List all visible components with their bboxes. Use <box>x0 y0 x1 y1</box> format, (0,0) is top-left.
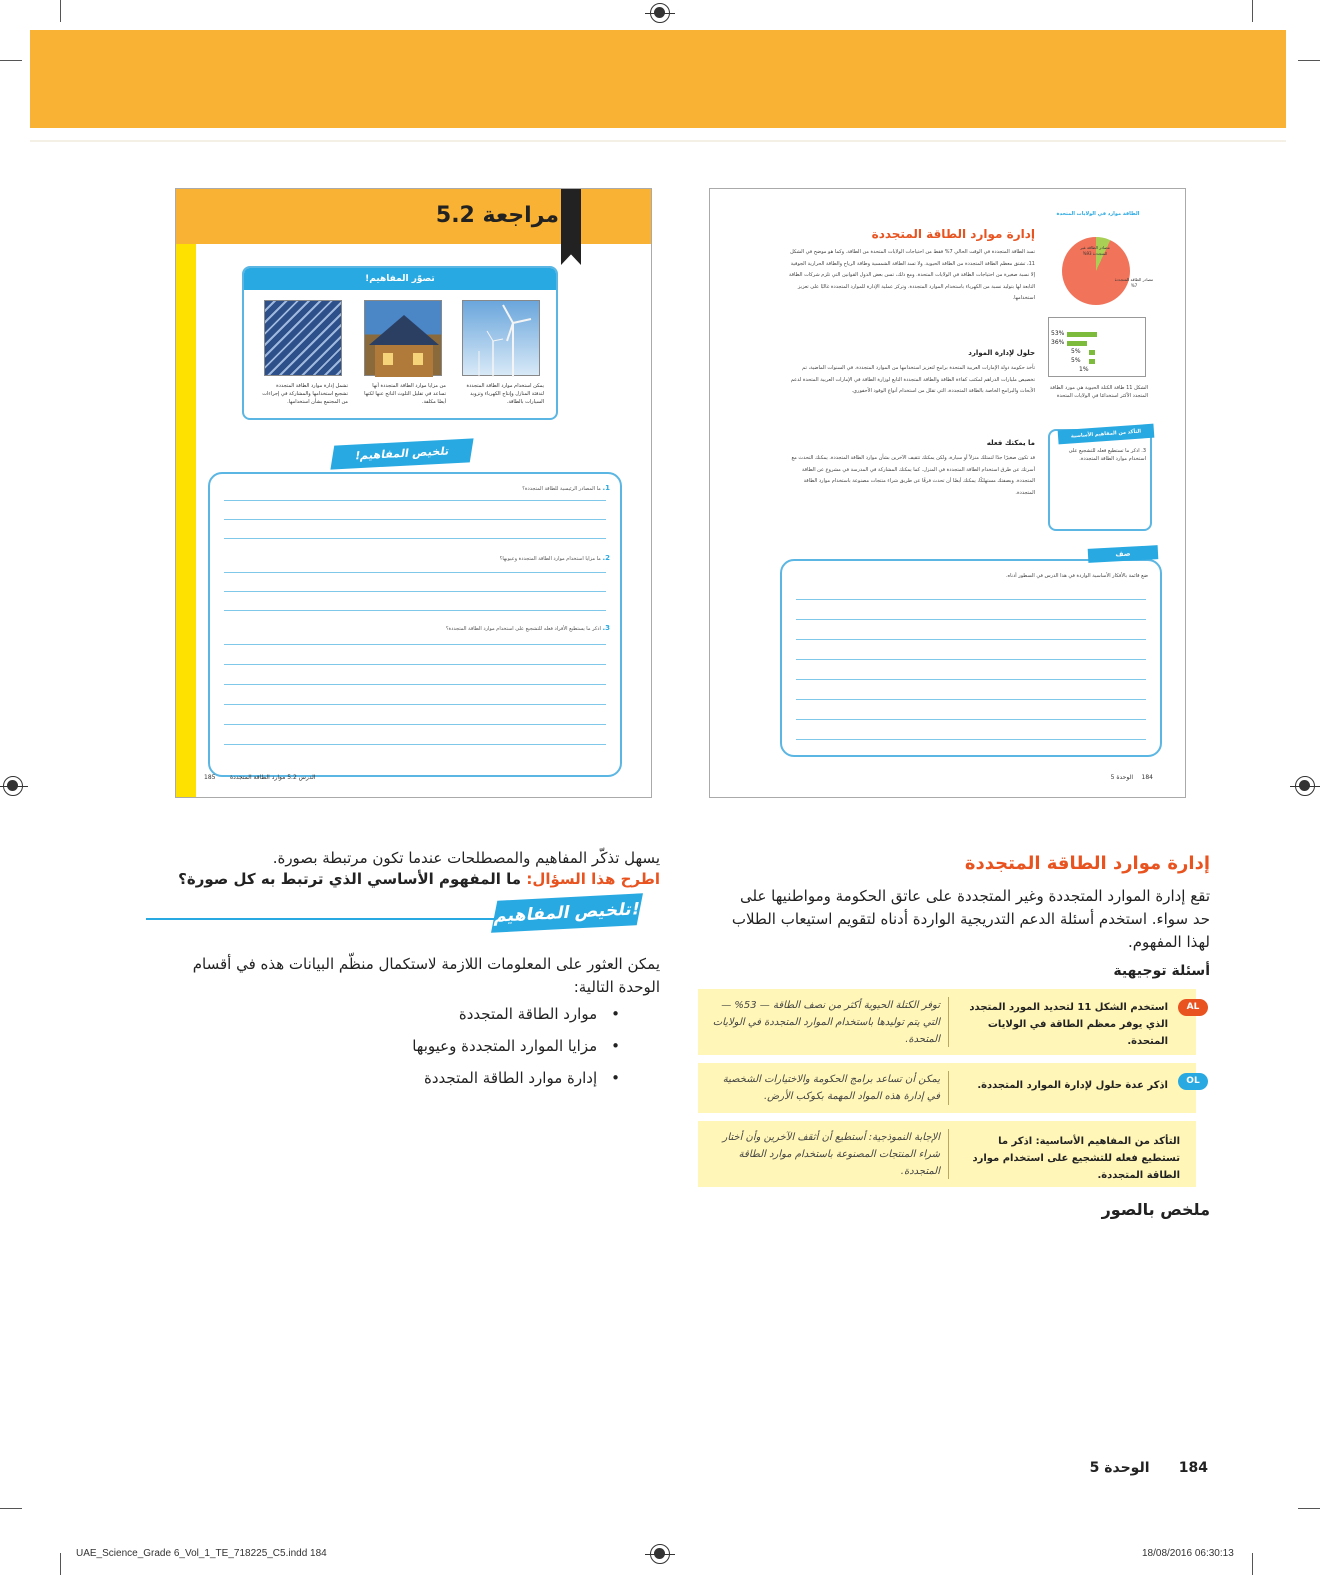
model-answer: توفر الكتلة الحيوية أكثر من نصف الطاقة — 53% — التي يتم توليدها باستخدام الموارد المتجددة في الولايات المتحدة. <box>712 1000 940 1045</box>
question-1: 1. ما المصادر الرئيسية للطاقة المتجددة؟ <box>522 484 610 492</box>
section-heading: إدارة موارد الطاقة المتجددة <box>964 853 1210 874</box>
qa-row-al <box>698 989 1200 1055</box>
model-answer: يمكن أن تساعد برامج الحكومة والاختيارات الشخصية في إدارة هذه المواد المهمة بكوكب الأرض. <box>722 1074 940 1102</box>
summary-tag: تلخيص المفاهيم! <box>491 893 643 932</box>
table-bar <box>1067 332 1097 337</box>
table-bar <box>1067 341 1087 346</box>
qa-row-key-concept <box>698 1121 1196 1187</box>
photo-caption: من مزايا موارد الطاقة المتجددة أنها تساعد في تقليل التلوث الناتج عنها لكنها أيضًا مكلفة. <box>364 383 446 405</box>
trim-mark <box>60 0 61 22</box>
trim-mark <box>1252 1553 1253 1575</box>
registration-mark-icon <box>3 776 23 796</box>
list-item: • مزايا الموارد المتجددة وعيوبها <box>412 1030 620 1062</box>
answer-line[interactable] <box>224 519 606 520</box>
body-paragraph: قد تكون صغيرًا جدًا لتمتلك منزلاً أو سيارة، ولكن يمكنك تثقيف الآخرين بشأن موارد الطاقة المتجددة. يمكنك التحدث مع أسرتك عن طرق استخدام الطاقة المتجددة في المنزل. كما يمكنك المشاركة في المدرسة في مشروع عن الطاقة المتجددة. وبصفتك مستهلكًا، يمكنك أيضًا أن تحدث فرقًا عن طريق شراء منتجات مصنوعة باستخدام موارد الطاقة المتجددة. <box>791 455 1035 496</box>
intro-line: حد سواء. استخدم أسئلة الدعم التدريجية الواردة أدناه لتقويم استيعاب الطلاب <box>731 910 1210 928</box>
pie-label: مصادر الطاقة المتجددة 7% <box>1114 277 1154 288</box>
lesson-tab <box>561 189 581 265</box>
sub-heading: ما يمكنك فعله <box>986 439 1035 447</box>
page-footer-text: الدرس 5.2 موارد الطاقة المتجددة <box>230 774 316 781</box>
intro-line: لهذا المفهوم. <box>1127 933 1210 951</box>
header-divider <box>30 140 1286 142</box>
answer-line[interactable] <box>224 664 606 665</box>
model-answer: الإجابة النموذجية: أستطيع أن أثقف الآخرين وأن أختار شراء المنتجات المصنوعة باستخدام موارد الطاقة المتجددة. <box>722 1132 940 1177</box>
page-footer: 184 <box>1141 774 1153 781</box>
review-title: مراجعة 5.2 <box>435 203 559 228</box>
guided-question: التأكد من المفاهيم الأساسية: اذكر ما تستطيع فعله للتشجيع على استخدام موارد الطاقة المتجددة. <box>972 1136 1180 1181</box>
answer-line[interactable] <box>796 599 1146 600</box>
page-footer-unit: الوحدة 5 <box>1110 774 1133 781</box>
describe-prompt: ضع قائمة بالأفكار الأساسية الواردة في هذا الدرس في السطور أدناه. <box>1005 573 1148 579</box>
list-item: • إدارة موارد الطاقة المتجددة <box>412 1062 620 1094</box>
summary-questions-box <box>208 472 622 777</box>
student-page-184 <box>709 188 1186 798</box>
answer-line[interactable] <box>224 704 606 705</box>
photo-caption: تشمل إدارة موارد الطاقة المتجددة تشجيع استخدامها والمشاركة في إجراءات من المجتمع بشأن استخدامها. <box>262 383 348 405</box>
trim-mark <box>0 60 22 61</box>
answer-line[interactable] <box>796 699 1146 700</box>
key-concept-check-box <box>1048 429 1152 531</box>
ask-label: اطرح هذا السؤال: <box>526 870 660 888</box>
qa-row-ol <box>698 1063 1200 1113</box>
page-footer: 185 <box>204 774 216 781</box>
answer-line[interactable] <box>224 744 606 745</box>
key-concept-tag: التأكد من المفاهيم الأساسية <box>1058 424 1155 445</box>
registration-mark-icon <box>1295 776 1315 796</box>
column-divider <box>948 1129 949 1179</box>
answer-line[interactable] <box>224 724 606 725</box>
question-2: 2. ما مزايا استخدام موارد الطاقة المتجددة وعيوبها؟ <box>499 554 610 562</box>
answer-line[interactable] <box>224 500 606 501</box>
visualize-heading: تصوّر المفاهيم! <box>244 268 556 290</box>
date-slug: 18/08/2016 06:30:13 <box>1142 1548 1234 1559</box>
student-page-185 <box>175 188 652 798</box>
describe-tag: صف <box>1088 545 1159 563</box>
table-value: 5% <box>1071 348 1081 355</box>
section-heading: إدارة موارد الطاقة المتجددة <box>871 227 1035 241</box>
trim-mark <box>1252 0 1253 22</box>
summary-tag: تلخيص المفاهيم! <box>330 438 473 469</box>
answer-line[interactable] <box>796 659 1146 660</box>
table-bar <box>1089 359 1095 364</box>
pie-label: مصادر الطاقة غير المتجددة 93% <box>1080 245 1110 256</box>
answer-line[interactable] <box>224 684 606 685</box>
solar-farm-photo <box>264 300 342 376</box>
intro-line: تقع إدارة الموارد المتجددة وغير المتجددة على عاتق الحكومة ومواطنيها على <box>740 887 1210 905</box>
organizer-line: يمكن العثور على المعلومات اللازمة لاستكمال منظّم البيانات هذه في أقسام <box>192 955 660 973</box>
header-band <box>30 30 1286 128</box>
pie-chart-title: الطاقة موارد في الولايات المتحدة <box>1056 211 1140 217</box>
answer-line[interactable] <box>796 639 1146 640</box>
registration-mark-icon <box>650 3 670 23</box>
answer-line[interactable] <box>224 572 606 573</box>
trim-mark <box>0 1508 22 1509</box>
answer-line[interactable] <box>796 719 1146 720</box>
trim-mark <box>1298 1508 1320 1509</box>
sub-heading: حلول لإدارة الموارد <box>968 349 1035 357</box>
answer-line[interactable] <box>224 538 606 539</box>
section-list <box>412 998 620 1094</box>
answer-line[interactable] <box>796 739 1146 740</box>
figure-caption: الشكل 11 طاقة الكتلة الحيوية هي مورد الطاقة المتجدد الأكثر استخدامًا في الولايات المتحدة <box>1049 385 1148 399</box>
file-slug: UAE_Science_Grade 6_Vol_1_TE_718225_C5.indd 184 <box>76 1548 327 1559</box>
wind-turbine-photo <box>462 300 540 376</box>
table-bar <box>1089 350 1095 355</box>
registration-mark-icon <box>650 1544 670 1564</box>
ask-question-text: ما المفهوم الأساسي الذي ترتبط به كل صورة؟ <box>178 870 522 888</box>
answer-line[interactable] <box>224 644 606 645</box>
page-edge-decoration <box>176 244 196 798</box>
solar-house-photo <box>364 300 442 376</box>
trim-mark <box>60 1553 61 1575</box>
visual-summary-intro: يسهل تذكّر المفاهيم والمصطلحات عندما تكون مرتبطة بصورة. <box>272 849 660 867</box>
trim-mark <box>1298 60 1320 61</box>
table-value: 1% <box>1079 366 1089 373</box>
renewable-table <box>1048 317 1146 377</box>
photo-caption: يمكن استخدام موارد الطاقة المتجددة لتدفئة المنازل وإنتاج الكهرباء وتزويد السيارات بالطاقة. <box>466 383 544 405</box>
visual-summary-heading: ملخص بالصور <box>1101 1200 1210 1219</box>
key-concept-question: 3. اذكر ما تستطيع فعله للتشجيع على استخدام موارد الطاقة المتجددة. <box>1068 448 1146 462</box>
visualize-concepts-box <box>242 266 558 420</box>
describe-box <box>780 559 1162 757</box>
column-divider <box>948 997 949 1047</box>
guided-question: استخدم الشكل 11 لتحديد المورد المتجدد الذي يوفر معظم الطاقة في الولايات المتحدة. <box>969 1002 1168 1047</box>
answer-line[interactable] <box>224 591 606 592</box>
table-value: 5% <box>1071 357 1081 364</box>
question-3: 3. اذكر ما يستطيع الأفراد فعله للتشجيع على استخدام موارد الطاقة المتجددة؟ <box>445 624 610 632</box>
answer-line[interactable] <box>796 679 1146 680</box>
level-badge-al: AL <box>1178 999 1208 1016</box>
ask-question <box>178 870 660 888</box>
body-paragraph: تسد الطاقة المتجددة في الوقت الحالي 7% فقط من احتياجات الولايات المتحدة من الطاقة. وكما هو موضح في الشكل 11، تشتق معظم الطاقة المتجددة من الطاقة الحيوية. ولا تسد الطاقة الشمسية وطاقة الرياح والطاقة الحرارية الجوفية إلا نسبة صغيرة من احتياجات الطاقة في الولايات المتحدة. ومع ذلك، تسن بعض الدول القوانين التي تلزم شركات الطاقة التابعة لها بتوليد نسبة من الكهرباء باستخدام الموارد المتجددة. وتركز عملية الإدارة للموارد المتجددة غالبًا على تعزيز استخدامها. <box>788 249 1035 301</box>
answer-line[interactable] <box>796 619 1146 620</box>
table-value: 36% <box>1051 339 1065 346</box>
organizer-line: الوحدة التالية: <box>573 978 660 996</box>
table-value: 53% <box>1051 330 1065 337</box>
level-badge-ol: OL <box>1178 1073 1208 1090</box>
guided-question: اذكر عدة حلول لإدارة الموارد المتجددة. <box>977 1080 1168 1091</box>
guided-questions-heading: أسئلة توجيهية <box>1113 963 1210 979</box>
list-item: • موارد الطاقة المتجددة <box>412 998 620 1030</box>
column-divider <box>948 1071 949 1105</box>
body-paragraph: تأخذ حكومة دولة الإمارات العربية المتحدة برامج لتعزيز استخدامها من الموارد المتجددة. في السنوات الماضية، تم تخصيص مليارات الدراهم لمكتب كفاءة الطاقة والطاقة المتجددة التابع لوزارة الطاقة في الإمارات العربية المتحدة لدعم الأبحاث والبرامج الخاصة بالطاقة المتجددة، التي تقلل من استخدام أنواع الوقود الأحفوري. <box>790 365 1035 394</box>
answer-line[interactable] <box>224 610 606 611</box>
page-number: 184 الوحدة 5 <box>1089 1460 1208 1476</box>
summary-underline <box>146 918 496 920</box>
